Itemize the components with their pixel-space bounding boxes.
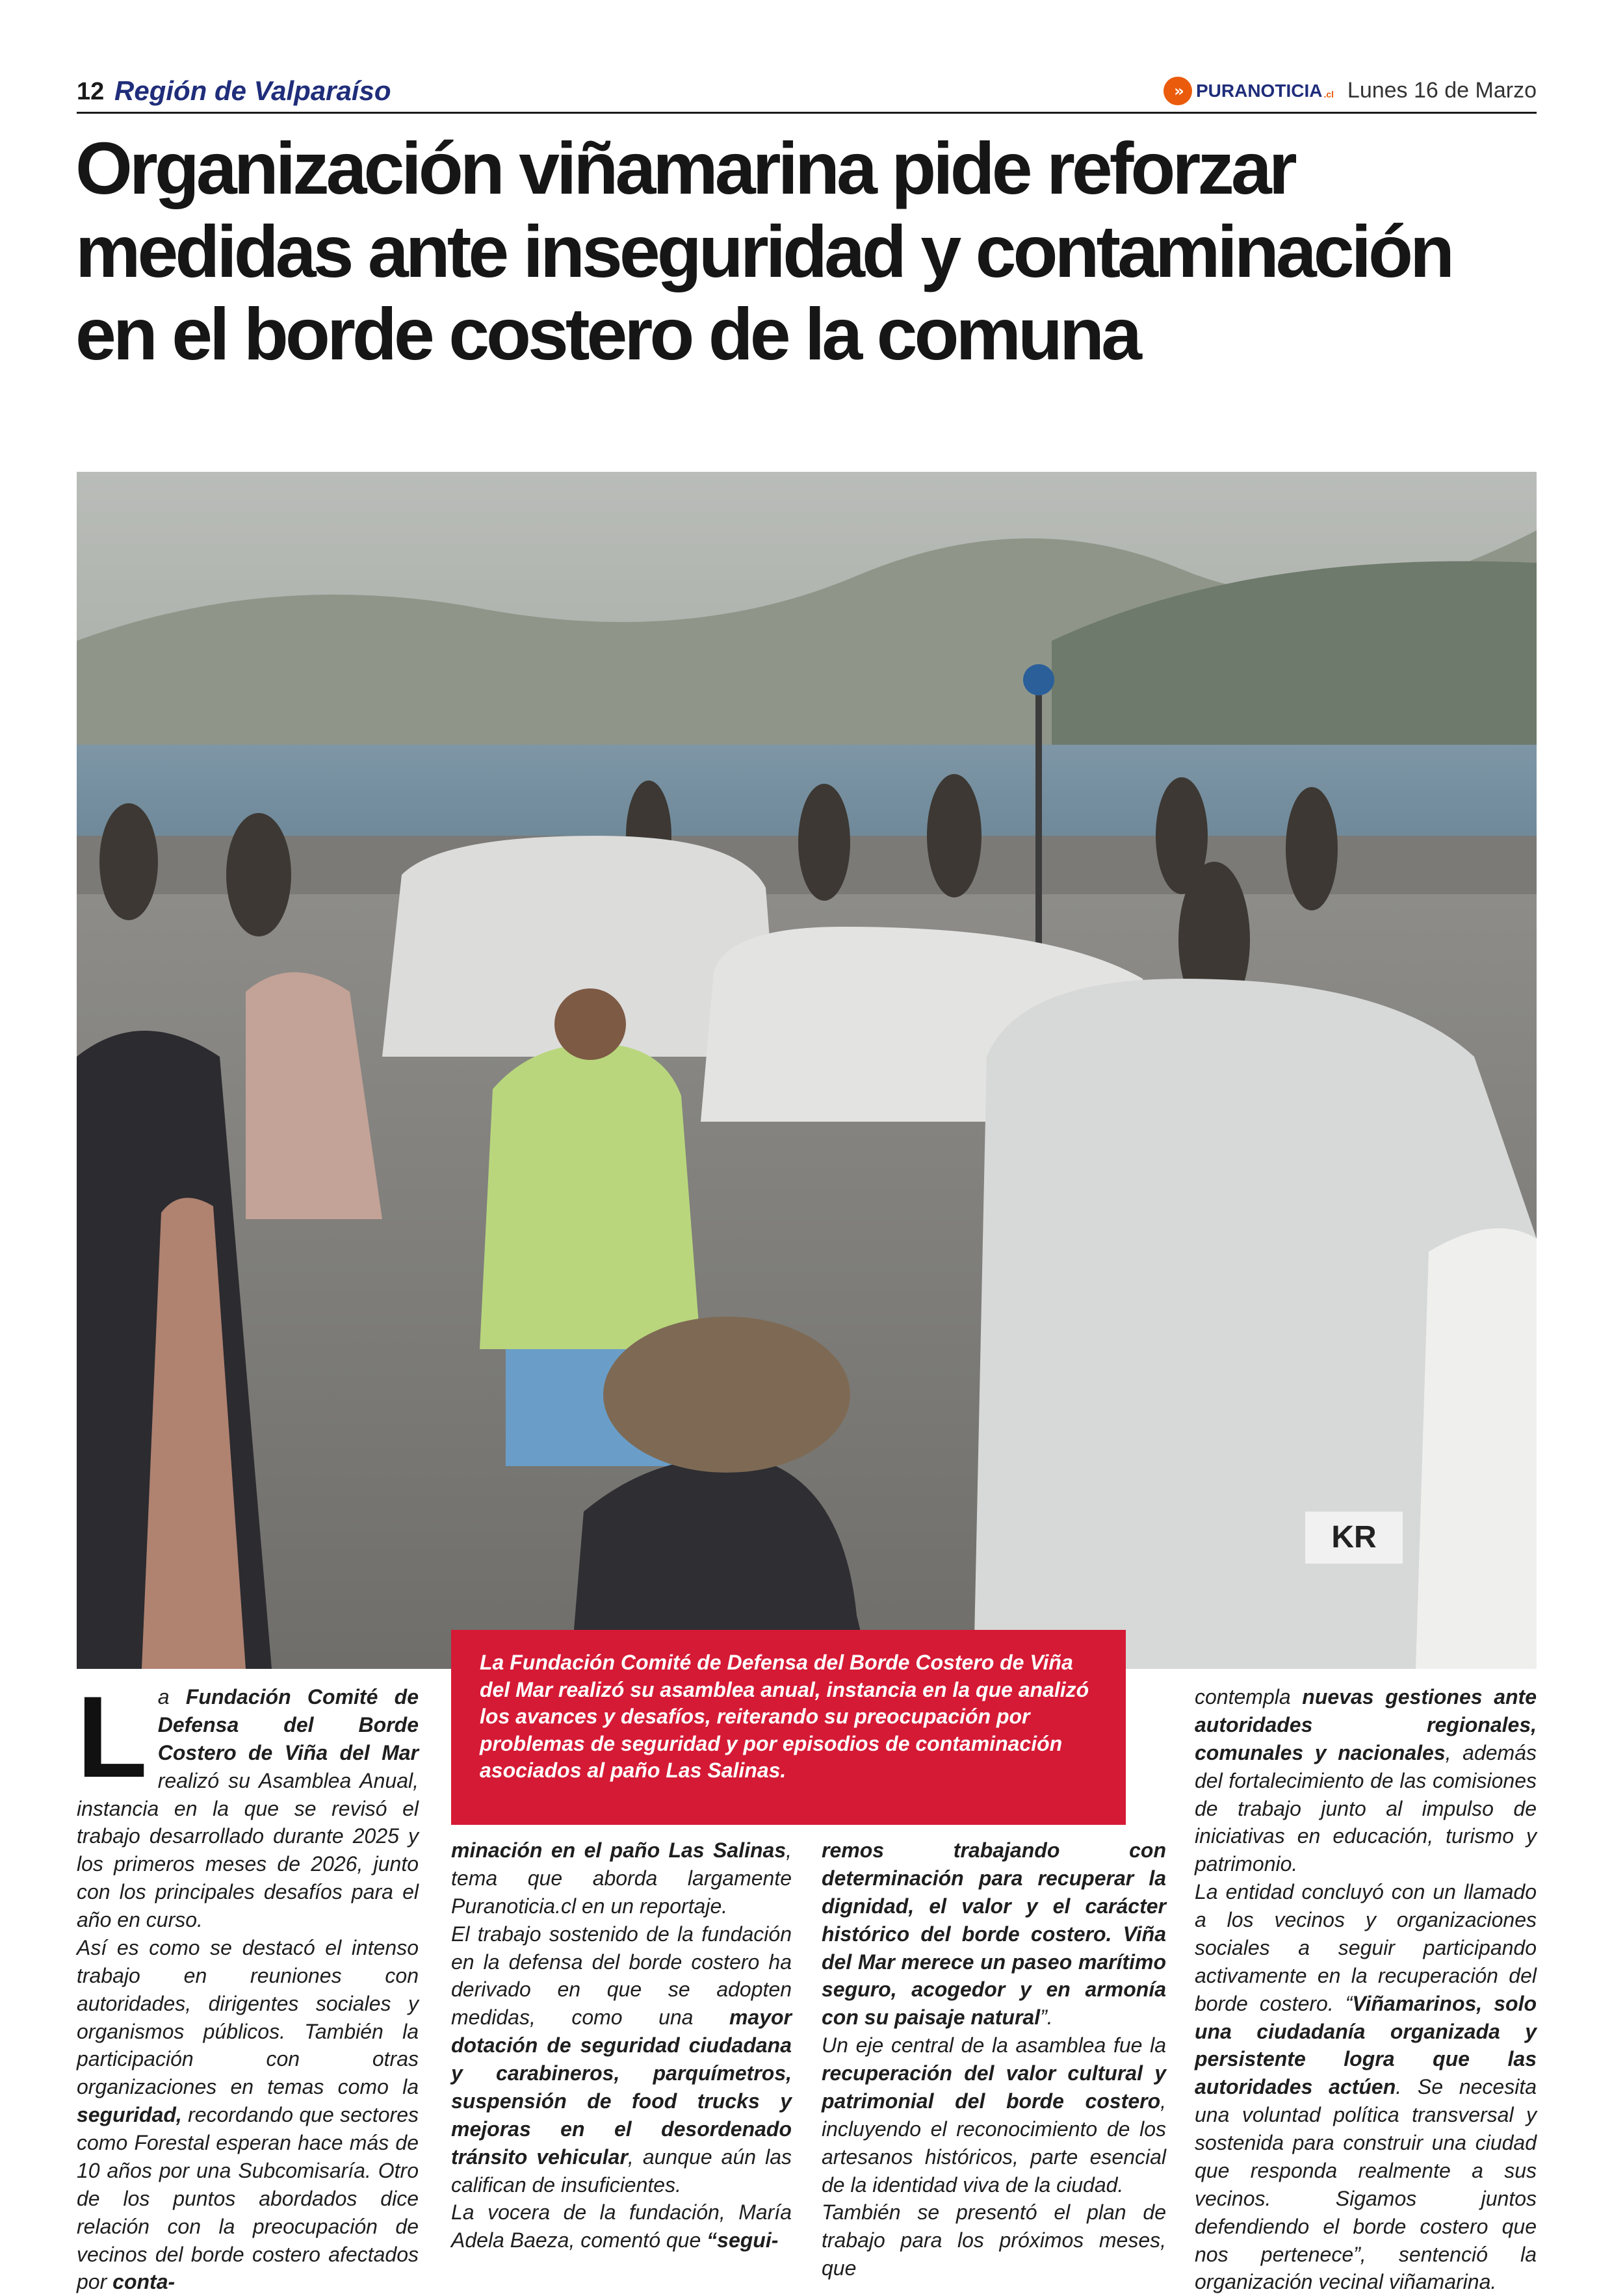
text-run: ”. [1040, 2006, 1053, 2030]
text-run: a [157, 1685, 186, 1709]
text-run: Un eje central de la asamblea fue la [822, 2033, 1166, 2057]
bold-run: remos trabajando con determinación para recuperar la dignidad, el valor y el carácter histórico del borde costero. Viña del Mar merece un paseo marítimo seguro, acogedor y en armonía con su paisaje natural [822, 1838, 1166, 2030]
header-rule [77, 112, 1537, 114]
bold-run: recuperación del valor cultural y patrimonial del borde costero [822, 2061, 1166, 2113]
brand-name: PURANOTICIA [1196, 81, 1323, 101]
text-run: También se presentó el plan de trabajo para los próximos meses, que [822, 2200, 1166, 2280]
text-run: La vocera de la fundación, María Adela Baeza, comentó que [451, 2200, 792, 2252]
bold-run: minación en el paño Las Salinas [451, 1838, 786, 1862]
photo-caption: La Fundación Comité de Defensa del Borde Costero de Viña del Mar realizó su asamblea anual, instancia en la que analizó los avances y desafíos, reiterando su preocupación por problemas de seguridad y por episodios de contaminación asociados al paño Las Salinas. [480, 1651, 1089, 1783]
bold-run: “segui- [707, 2228, 779, 2252]
article-column-1 [77, 1672, 419, 2296]
text-run: , aunque aún las califican de insuficientes. [451, 2145, 792, 2197]
page-header [77, 71, 1537, 112]
paragraph [77, 1934, 419, 2296]
article-column-4 [1195, 1683, 1537, 2296]
paragraph [451, 1920, 792, 2199]
paragraph [822, 2032, 1166, 2199]
bold-run: seguridad, [77, 2103, 182, 2127]
photo-illustration [77, 472, 1537, 1669]
text-run: , tema que aborda largamente Puranoticia.cl en un reportaje. [451, 1838, 792, 1918]
paragraph [451, 2199, 792, 2254]
license-plate: KR [1331, 1520, 1377, 1554]
drop-cap: L [77, 1672, 148, 1801]
issue-date: Lunes 16 de Marzo [1347, 78, 1537, 103]
bold-run: nuevas gestiones ante autoridades regionales, comunales y nacionales [1195, 1685, 1537, 1764]
paragraph [1195, 1683, 1537, 1878]
bold-run: mayor dotación de seguridad ciudadana y carabineros, parquímetros, suspensión de food trucks y mejoras en el desordenado tránsito vehicular [451, 2006, 792, 2169]
article-headline: Organización viñamarina pide reforzar medidas ante inseguridad y contaminación en el borde costero de la comuna [75, 127, 1452, 376]
page-number: 12 [77, 78, 105, 105]
article-column-2 [451, 1837, 792, 2254]
text-run: recordando que sectores como Forestal esperan hace más de 10 años por una Subcomisaría. Otro de los puntos abordados dice relación con la preocupación de vecinos del borde costero afectados por [77, 2103, 419, 2294]
brand-tld: .cl [1323, 89, 1334, 99]
paragraph [822, 2199, 1166, 2282]
double-chevron-icon: ›› [1164, 77, 1192, 105]
text-run: Así es como se destacó el intenso trabajo en reuniones con autoridades, dirigentes sociales y organismos públicos. También la participación con otras organizaciones en temas como la [77, 1935, 419, 2099]
text-run: . Se necesita una voluntad política transversal y sostenida para construir una ciudad que responda realmente a sus vecinos. Sigamos juntos defendiendo el borde costero que nos pertenece”, sentenció la organización vecinal viñamarina. [1195, 2075, 1537, 2294]
text-run: realizó su Asamblea Anual, instancia en la que se revisó el trabajo desarrollado durante 2025 y los primeros meses de 2026, junto con los principales desafíos para el año en curso. [77, 1768, 419, 1931]
paragraph [77, 1672, 419, 1934]
paragraph [451, 1837, 792, 1920]
paragraph [1195, 1878, 1537, 2296]
section-title: Región de Valparaíso [114, 75, 391, 106]
bold-run: Viñamarinos, solo una ciudadanía organizada y persistente logra que las autoridades actúen [1195, 1991, 1537, 2099]
text-run: El trabajo sostenido de la fundación en la defensa del borde costero ha derivado en que se adopten medidas, como una [451, 1922, 792, 2030]
text-run: contempla [1195, 1685, 1303, 1709]
article-column-3 [822, 1837, 1166, 2282]
brand-logo [1164, 77, 1334, 105]
text-run: , incluyendo el reconocimiento de los artesanos históricos, parte esencial de la identidad viva de la ciudad. [822, 2089, 1166, 2197]
text-run: , además del fortalecimiento de las comisiones de trabajo junto al impulso de iniciativas en educación, turismo y patrimonio. [1195, 1740, 1537, 1876]
text-run: La entidad concluyó con un llamado a los vecinos y organizaciones sociales a seguir participando activamente en la recuperación del borde costero. “ [1195, 1880, 1537, 2015]
article-photo [77, 472, 1537, 1669]
bold-run: Fundación Comité de Defensa del Borde Costero de Viña del Mar [157, 1685, 419, 1764]
paragraph [822, 1837, 1166, 2032]
photo-caption-box [451, 1630, 1126, 1825]
bold-run: conta- [112, 2270, 176, 2294]
